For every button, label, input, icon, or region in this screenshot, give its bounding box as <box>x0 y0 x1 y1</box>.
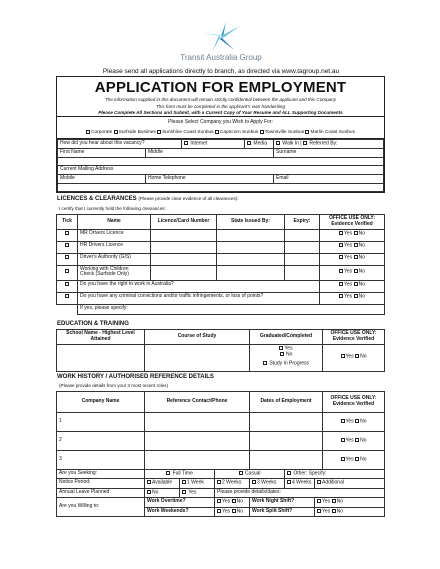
col-company: Company Name <box>57 392 145 413</box>
form-header <box>56 76 385 193</box>
seeking-label: Are you Seeking: <box>57 470 145 479</box>
leave-yes[interactable]: Yes <box>180 488 215 497</box>
state-cell[interactable] <box>217 253 285 265</box>
name-entry-row[interactable] <box>58 158 384 166</box>
company-option[interactable]: Corporate <box>86 130 112 135</box>
checkbox-icon[interactable] <box>157 130 161 134</box>
submit-note: Please Complete All Sections and Submit, with a Current Copy of Your Resume and ALL Supporting Documents <box>98 109 343 115</box>
verified-cell[interactable]: Yes No <box>320 265 385 280</box>
convictions-question: Do you have any criminal convictions and/or traffic infringements, or loss of points? <box>78 292 320 304</box>
checkbox-icon[interactable] <box>354 269 358 273</box>
mobile-field[interactable]: Mobile <box>58 175 146 184</box>
licence-name: Working with Children Check (Surfside Only) <box>78 265 151 280</box>
checkbox-icon[interactable] <box>65 294 69 298</box>
verified-cell[interactable]: Yes No <box>320 292 385 304</box>
verified-cell[interactable]: Yes No <box>320 229 385 241</box>
checkbox-icon[interactable] <box>217 509 221 513</box>
expiry-cell[interactable] <box>285 241 320 253</box>
right-to-work-question: Do you have the right to work in Australia? <box>78 280 320 292</box>
work-history-note: (Please provide details from your 3 most recent roles) <box>59 383 169 388</box>
verified-cell[interactable]: Yes No <box>323 451 385 470</box>
checkbox-icon[interactable] <box>65 282 69 286</box>
checkbox-icon[interactable] <box>263 361 267 365</box>
checkbox-icon[interactable] <box>339 255 343 259</box>
send-instructions: Please send all applications directly to branch, as directed via www.tagroup.net.au <box>102 68 340 75</box>
notice-label: Notice Period: <box>57 479 145 488</box>
checkbox-icon[interactable] <box>86 130 90 134</box>
home-telephone-field[interactable]: Home Telephone <box>146 175 274 184</box>
weekends-options[interactable]: Yes No <box>215 507 250 516</box>
checkbox-icon[interactable] <box>355 438 359 442</box>
checkbox-icon[interactable] <box>341 457 345 461</box>
tick-cell[interactable] <box>57 292 78 304</box>
state-cell[interactable] <box>217 229 285 241</box>
checkbox-icon[interactable] <box>354 243 358 247</box>
verified-cell[interactable]: Yes No <box>320 241 385 253</box>
internet-option[interactable]: Internet <box>182 140 245 149</box>
tick-cell[interactable] <box>57 280 78 292</box>
checkbox-icon[interactable] <box>239 471 243 475</box>
checkbox-icon[interactable] <box>184 141 188 145</box>
checkbox-icon[interactable] <box>65 269 69 273</box>
col-name: Name <box>78 215 151 230</box>
checkbox-icon[interactable] <box>287 480 291 484</box>
col-state: State Issued By: <box>217 215 285 230</box>
col-course: Course of Study <box>145 330 250 345</box>
school-entry[interactable] <box>57 344 145 371</box>
licence-number-cell[interactable] <box>151 229 217 241</box>
reference-entry[interactable] <box>145 413 250 432</box>
confidential-note: The information supplied in this document will remain strictly confidential between the applicant and this Company <box>104 97 337 103</box>
checkbox-icon[interactable] <box>147 480 151 484</box>
checkbox-icon[interactable] <box>280 352 284 356</box>
specify-field[interactable]: If yes, please specify: <box>78 304 385 314</box>
notice-1-week[interactable]: 1 Week <box>180 479 215 488</box>
leave-details-field[interactable]: Please provide details/dates: <box>215 488 385 497</box>
licences-table <box>56 214 385 315</box>
company-option[interactable]: Marlin Coast Sunbus <box>305 130 355 135</box>
weekends-label: Work Weekends? <box>145 507 215 516</box>
leave-label: Annual Leave Planned: <box>57 488 145 497</box>
split-shift-label: Work Split Shift? <box>250 507 315 516</box>
checkbox-icon[interactable] <box>114 130 118 134</box>
night-shift-label: Work Night Shift? <box>250 498 315 507</box>
checkbox-icon[interactable] <box>279 346 283 350</box>
logo-star-icon <box>196 20 246 54</box>
checkbox-icon[interactable] <box>65 243 69 247</box>
course-entry[interactable] <box>145 344 250 371</box>
checkbox-icon[interactable] <box>317 499 321 503</box>
email-field[interactable]: Email <box>274 175 384 184</box>
checkbox-icon[interactable] <box>339 282 343 286</box>
col-school: School Name - Highest Level Attained <box>57 330 145 345</box>
checkbox-icon[interactable] <box>217 480 221 484</box>
personal-details-table <box>57 139 384 192</box>
notice-additional[interactable]: Additional <box>315 479 385 488</box>
availability-table <box>56 469 385 517</box>
verified-cell[interactable]: Yes No <box>323 432 385 451</box>
licence-number-cell[interactable] <box>151 241 217 253</box>
checkbox-icon[interactable] <box>341 419 345 423</box>
company-option[interactable]: Townsville Sunbus <box>260 130 304 135</box>
checkbox-icon[interactable] <box>332 499 336 503</box>
licence-name: Driver's Authority (G/S) <box>78 253 151 265</box>
checkbox-icon[interactable] <box>276 141 280 145</box>
checkbox-icon[interactable] <box>332 509 336 513</box>
state-cell[interactable] <box>217 241 285 253</box>
licences-table-box <box>56 214 385 315</box>
reference-entry[interactable] <box>145 432 250 451</box>
expiry-cell[interactable] <box>285 265 320 280</box>
checkbox-icon[interactable] <box>232 499 236 503</box>
checkbox-icon[interactable] <box>341 354 345 358</box>
other-option[interactable]: Other: Specify: <box>285 470 385 479</box>
education-table <box>56 329 385 372</box>
checkbox-icon[interactable] <box>182 490 186 494</box>
checkbox-icon[interactable] <box>355 419 359 423</box>
checkbox-icon[interactable] <box>339 231 343 235</box>
company-option[interactable]: Capricorn Sunbus <box>215 130 258 135</box>
checkbox-icon[interactable] <box>215 130 219 134</box>
walk-in-option[interactable]: Walk In | Referred By: <box>274 140 384 149</box>
checkbox-icon[interactable] <box>217 499 221 503</box>
company-options <box>57 130 384 136</box>
education-heading: EDUCATION & TRAINING <box>57 321 129 327</box>
company-option[interactable]: Sunshine Coast Sunbus <box>157 130 213 135</box>
checkbox-icon[interactable] <box>339 294 343 298</box>
mailing-address-field[interactable]: Current Mailing Address <box>58 166 384 175</box>
col-graduated: Graduated/Completed <box>250 330 323 345</box>
col-dates: Dates of Employment <box>250 392 323 413</box>
overtime-label: Work Overtime? <box>145 498 215 507</box>
col-licence-number: Licence/Card Number <box>151 215 217 230</box>
tick-cell[interactable] <box>57 253 78 265</box>
checkbox-icon[interactable] <box>317 509 321 513</box>
checkbox-icon[interactable] <box>355 457 359 461</box>
company-entry[interactable]: 2 <box>57 432 145 451</box>
checkbox-icon[interactable] <box>247 141 251 145</box>
expiry-cell[interactable] <box>285 253 320 265</box>
licences-heading: LICENCES & CLEARANCES (Please provide clear evidence of all clearances): <box>57 196 239 202</box>
verified-cell[interactable]: Yes No <box>323 413 385 432</box>
col-office-use: OFFICE USE ONLY: Evidence Verified <box>320 215 385 230</box>
leave-no[interactable]: No <box>145 488 180 497</box>
checkbox-icon[interactable] <box>166 471 170 475</box>
certify-note: I certify that I currently hold the following clearances: <box>59 206 166 211</box>
work-table-box <box>56 391 385 517</box>
tick-cell[interactable] <box>57 241 78 253</box>
checkbox-icon[interactable] <box>147 490 151 494</box>
checkbox-icon[interactable] <box>339 269 343 273</box>
state-cell[interactable] <box>217 265 285 280</box>
reference-entry[interactable] <box>145 451 250 470</box>
checkbox-icon[interactable] <box>339 243 343 247</box>
logo-text: Transit Australia Group <box>180 53 262 62</box>
checkbox-icon[interactable] <box>65 231 69 235</box>
checkbox-icon[interactable] <box>355 354 359 358</box>
dates-entry[interactable] <box>250 413 323 432</box>
checkbox-icon[interactable] <box>354 282 358 286</box>
first-name-field[interactable]: First Name <box>58 149 146 158</box>
licence-name: HR Drivers Licence <box>78 241 151 253</box>
work-history-heading: WORK HISTORY / AUTHORISED REFERENCE DETAILS <box>57 374 214 380</box>
middle-name-field[interactable]: Middle <box>146 149 274 158</box>
checkbox-icon[interactable] <box>65 255 69 259</box>
checkbox-icon[interactable] <box>287 471 291 475</box>
checkbox-icon[interactable] <box>317 480 321 484</box>
work-history-table <box>56 391 385 470</box>
checkbox-icon[interactable] <box>252 480 256 484</box>
company-select-label: Please Select Company you Wish to Apply For: <box>168 119 273 125</box>
tick-cell[interactable] <box>57 265 78 280</box>
licence-number-cell[interactable] <box>151 265 217 280</box>
media-option[interactable]: Media <box>245 140 274 149</box>
col-office-use: OFFICE USE ONLY: Evidence Verified <box>323 330 385 345</box>
dates-entry[interactable] <box>250 451 323 470</box>
night-shift-options[interactable]: Yes No <box>315 498 385 507</box>
checkbox-icon[interactable] <box>341 438 345 442</box>
tick-cell[interactable] <box>57 229 78 241</box>
checkbox-icon[interactable] <box>354 255 358 259</box>
checkbox-icon[interactable] <box>182 480 186 484</box>
graduated-options[interactable]: Yes No Study In Progress <box>250 344 323 371</box>
licence-number-cell[interactable] <box>151 253 217 265</box>
company-option[interactable]: Surfside Busiines <box>114 130 156 135</box>
col-expiry: Expiry: <box>285 215 320 230</box>
col-office-use: OFFICE USE ONLY: Evidence Verified <box>323 392 385 413</box>
form-title: APPLICATION FOR EMPLOYMENT <box>94 79 347 96</box>
handwriting-note: This form must be completed in the applicant's own handwriting <box>155 103 286 109</box>
col-reference: Reference Contact/Phone <box>145 392 250 413</box>
checkbox-icon[interactable] <box>260 130 264 134</box>
licence-name: MR Drivers Licence <box>78 229 151 241</box>
company-entry[interactable]: 3 <box>57 451 145 470</box>
checkbox-icon[interactable] <box>354 294 358 298</box>
verified-cell[interactable]: Yes No <box>323 344 385 371</box>
surname-field[interactable]: Surname <box>274 149 384 158</box>
notice-3-weeks[interactable]: 3 Weeks <box>250 479 285 488</box>
full-time-option[interactable]: Full Time <box>145 470 215 479</box>
split-shift-options[interactable]: Yes No <box>315 507 385 516</box>
notice-available[interactable]: Available <box>145 479 180 488</box>
col-tick: Tick <box>57 215 78 230</box>
checkbox-icon[interactable] <box>305 130 309 134</box>
contact-entry-row[interactable] <box>58 184 384 192</box>
willing-label: Are you Willing to: <box>57 498 145 517</box>
checkbox-icon[interactable] <box>232 509 236 513</box>
vacancy-question: How did you hear about this vacancy? <box>58 140 182 149</box>
company-logo <box>176 20 266 70</box>
company-entry[interactable]: 1 <box>57 413 145 432</box>
checkbox-icon[interactable] <box>303 141 307 145</box>
notice-4-weeks[interactable]: 4 Weeks <box>285 479 315 488</box>
casual-option[interactable]: Casual <box>215 470 285 479</box>
education-table-box <box>56 329 385 372</box>
checkbox-icon[interactable] <box>354 231 358 235</box>
verified-cell[interactable]: Yes No <box>320 280 385 292</box>
expiry-cell[interactable] <box>285 229 320 241</box>
overtime-options[interactable]: Yes No <box>215 498 250 507</box>
verified-cell[interactable]: Yes No <box>320 253 385 265</box>
dates-entry[interactable] <box>250 432 323 451</box>
notice-2-weeks[interactable]: 2 Weeks <box>215 479 250 488</box>
